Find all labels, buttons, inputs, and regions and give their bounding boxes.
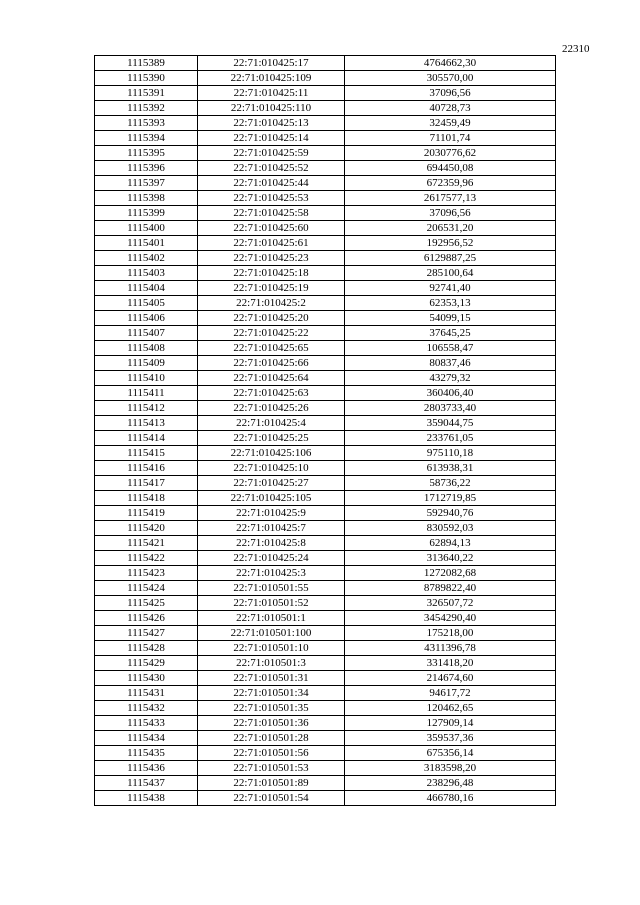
row-number-cell: 1115415 xyxy=(95,446,198,461)
cadastral-value-cell: 80837,46 xyxy=(345,356,556,371)
row-number-cell: 1115395 xyxy=(95,146,198,161)
row-number-cell: 1115397 xyxy=(95,176,198,191)
row-number-cell: 1115408 xyxy=(95,341,198,356)
cadastral-value-cell: 1272082,68 xyxy=(345,566,556,581)
cadastral-value-cell: 8789822,40 xyxy=(345,581,556,596)
cadastral-number-cell: 22:71:010501:55 xyxy=(198,581,345,596)
cadastral-value-cell: 1712719,85 xyxy=(345,491,556,506)
table-row xyxy=(95,536,556,551)
cadastral-value-cell: 238296,48 xyxy=(345,776,556,791)
table-row xyxy=(95,401,556,416)
table-row xyxy=(95,716,556,731)
page-number: 22310 xyxy=(562,43,590,55)
cadastral-number-cell: 22:71:010425:52 xyxy=(198,161,345,176)
table-row xyxy=(95,116,556,131)
cadastral-number-cell: 22:71:010425:105 xyxy=(198,491,345,506)
row-number-cell: 1115389 xyxy=(95,56,198,71)
row-number-cell: 1115432 xyxy=(95,701,198,716)
row-number-cell: 1115406 xyxy=(95,311,198,326)
row-number-cell: 1115419 xyxy=(95,506,198,521)
cadastral-value-cell: 830592,03 xyxy=(345,521,556,536)
cadastral-number-cell: 22:71:010425:25 xyxy=(198,431,345,446)
cadastral-value-cell: 613938,31 xyxy=(345,461,556,476)
row-number-cell: 1115420 xyxy=(95,521,198,536)
cadastral-number-cell: 22:71:010425:8 xyxy=(198,536,345,551)
row-number-cell: 1115398 xyxy=(95,191,198,206)
row-number-cell: 1115430 xyxy=(95,671,198,686)
row-number-cell: 1115438 xyxy=(95,791,198,806)
cadastral-number-cell: 22:71:010425:44 xyxy=(198,176,345,191)
cadastral-number-cell: 22:71:010425:18 xyxy=(198,266,345,281)
table-row xyxy=(95,761,556,776)
table-row xyxy=(95,581,556,596)
cadastral-number-cell: 22:71:010425:65 xyxy=(198,341,345,356)
cadastral-value-table xyxy=(94,55,556,806)
cadastral-value-cell: 975110,18 xyxy=(345,446,556,461)
cadastral-number-cell: 22:71:010425:13 xyxy=(198,116,345,131)
table-row xyxy=(95,326,556,341)
table-row xyxy=(95,611,556,626)
cadastral-value-cell: 305570,00 xyxy=(345,71,556,86)
table-row xyxy=(95,236,556,251)
table-row xyxy=(95,86,556,101)
table-row xyxy=(95,281,556,296)
cadastral-number-cell: 22:71:010425:10 xyxy=(198,461,345,476)
row-number-cell: 1115425 xyxy=(95,596,198,611)
table-row xyxy=(95,251,556,266)
cadastral-value-cell: 37645,25 xyxy=(345,326,556,341)
cadastral-value-cell: 54099,15 xyxy=(345,311,556,326)
cadastral-number-cell: 22:71:010425:9 xyxy=(198,506,345,521)
table-row xyxy=(95,101,556,116)
cadastral-value-cell: 32459,49 xyxy=(345,116,556,131)
table-row xyxy=(95,791,556,806)
cadastral-value-cell: 4311396,78 xyxy=(345,641,556,656)
table-row xyxy=(95,191,556,206)
cadastral-value-cell: 675356,14 xyxy=(345,746,556,761)
cadastral-number-cell: 22:71:010425:61 xyxy=(198,236,345,251)
table-row xyxy=(95,461,556,476)
row-number-cell: 1115391 xyxy=(95,86,198,101)
cadastral-number-cell: 22:71:010501:34 xyxy=(198,686,345,701)
table-row xyxy=(95,551,556,566)
row-number-cell: 1115436 xyxy=(95,761,198,776)
cadastral-value-cell: 43279,32 xyxy=(345,371,556,386)
table-row xyxy=(95,56,556,71)
cadastral-number-cell: 22:71:010501:36 xyxy=(198,716,345,731)
cadastral-number-cell: 22:71:010501:10 xyxy=(198,641,345,656)
cadastral-number-cell: 22:71:010425:11 xyxy=(198,86,345,101)
cadastral-number-cell: 22:71:010425:63 xyxy=(198,386,345,401)
cadastral-value-cell: 466780,16 xyxy=(345,791,556,806)
table-row xyxy=(95,71,556,86)
table-row xyxy=(95,491,556,506)
cadastral-value-cell: 285100,64 xyxy=(345,266,556,281)
table-row xyxy=(95,356,556,371)
cadastral-value-cell: 106558,47 xyxy=(345,341,556,356)
cadastral-value-cell: 37096,56 xyxy=(345,206,556,221)
cadastral-number-cell: 22:71:010425:53 xyxy=(198,191,345,206)
cadastral-value-cell: 2803733,40 xyxy=(345,401,556,416)
table-row xyxy=(95,176,556,191)
table-row xyxy=(95,701,556,716)
row-number-cell: 1115396 xyxy=(95,161,198,176)
cadastral-value-cell: 58736,22 xyxy=(345,476,556,491)
cadastral-value-cell: 37096,56 xyxy=(345,86,556,101)
cadastral-value-cell: 71101,74 xyxy=(345,131,556,146)
cadastral-number-cell: 22:71:010425:60 xyxy=(198,221,345,236)
table-row xyxy=(95,311,556,326)
cadastral-number-cell: 22:71:010501:3 xyxy=(198,656,345,671)
cadastral-number-cell: 22:71:010425:4 xyxy=(198,416,345,431)
cadastral-number-cell: 22:71:010425:2 xyxy=(198,296,345,311)
cadastral-number-cell: 22:71:010425:17 xyxy=(198,56,345,71)
row-number-cell: 1115409 xyxy=(95,356,198,371)
cadastral-value-cell: 2030776,62 xyxy=(345,146,556,161)
table-row xyxy=(95,656,556,671)
cadastral-number-cell: 22:71:010425:109 xyxy=(198,71,345,86)
row-number-cell: 1115400 xyxy=(95,221,198,236)
table-row xyxy=(95,431,556,446)
cadastral-number-cell: 22:71:010425:19 xyxy=(198,281,345,296)
cadastral-value-cell: 331418,20 xyxy=(345,656,556,671)
table-row xyxy=(95,731,556,746)
row-number-cell: 1115418 xyxy=(95,491,198,506)
cadastral-number-cell: 22:71:010425:23 xyxy=(198,251,345,266)
row-number-cell: 1115429 xyxy=(95,656,198,671)
cadastral-value-cell: 120462,65 xyxy=(345,701,556,716)
row-number-cell: 1115392 xyxy=(95,101,198,116)
table-row xyxy=(95,416,556,431)
table-row xyxy=(95,296,556,311)
cadastral-value-cell: 233761,05 xyxy=(345,431,556,446)
table-row xyxy=(95,596,556,611)
cadastral-value-cell: 40728,73 xyxy=(345,101,556,116)
cadastral-value-cell: 214674,60 xyxy=(345,671,556,686)
cadastral-number-cell: 22:71:010425:7 xyxy=(198,521,345,536)
table-row xyxy=(95,626,556,641)
cadastral-number-cell: 22:71:010501:54 xyxy=(198,791,345,806)
cadastral-value-cell: 4764662,30 xyxy=(345,56,556,71)
row-number-cell: 1115404 xyxy=(95,281,198,296)
cadastral-number-cell: 22:71:010501:31 xyxy=(198,671,345,686)
row-number-cell: 1115412 xyxy=(95,401,198,416)
table-row xyxy=(95,686,556,701)
row-number-cell: 1115431 xyxy=(95,686,198,701)
row-number-cell: 1115405 xyxy=(95,296,198,311)
table-row xyxy=(95,386,556,401)
cadastral-number-cell: 22:71:010501:28 xyxy=(198,731,345,746)
row-number-cell: 1115428 xyxy=(95,641,198,656)
cadastral-value-cell: 592940,76 xyxy=(345,506,556,521)
cadastral-value-cell: 192956,52 xyxy=(345,236,556,251)
cadastral-value-cell: 3183598,20 xyxy=(345,761,556,776)
table-row xyxy=(95,776,556,791)
cadastral-number-cell: 22:71:010501:56 xyxy=(198,746,345,761)
cadastral-number-cell: 22:71:010425:27 xyxy=(198,476,345,491)
row-number-cell: 1115407 xyxy=(95,326,198,341)
table-row xyxy=(95,746,556,761)
cadastral-value-cell: 313640,22 xyxy=(345,551,556,566)
cadastral-number-cell: 22:71:010425:59 xyxy=(198,146,345,161)
cadastral-number-cell: 22:71:010425:3 xyxy=(198,566,345,581)
row-number-cell: 1115423 xyxy=(95,566,198,581)
cadastral-value-cell: 6129887,25 xyxy=(345,251,556,266)
cadastral-number-cell: 22:71:010425:20 xyxy=(198,311,345,326)
row-number-cell: 1115435 xyxy=(95,746,198,761)
row-number-cell: 1115433 xyxy=(95,716,198,731)
cadastral-value-cell: 672359,96 xyxy=(345,176,556,191)
table-row xyxy=(95,641,556,656)
row-number-cell: 1115390 xyxy=(95,71,198,86)
table-row xyxy=(95,566,556,581)
row-number-cell: 1115401 xyxy=(95,236,198,251)
cadastral-value-cell: 92741,40 xyxy=(345,281,556,296)
cadastral-number-cell: 22:71:010501:100 xyxy=(198,626,345,641)
table-row xyxy=(95,521,556,536)
cadastral-value-cell: 359044,75 xyxy=(345,416,556,431)
cadastral-number-cell: 22:71:010425:106 xyxy=(198,446,345,461)
cadastral-value-cell: 2617577,13 xyxy=(345,191,556,206)
cadastral-number-cell: 22:71:010425:22 xyxy=(198,326,345,341)
cadastral-value-cell: 94617,72 xyxy=(345,686,556,701)
cadastral-value-cell: 206531,20 xyxy=(345,221,556,236)
cadastral-number-cell: 22:71:010501:89 xyxy=(198,776,345,791)
cadastral-value-cell: 127909,14 xyxy=(345,716,556,731)
table-row xyxy=(95,341,556,356)
row-number-cell: 1115417 xyxy=(95,476,198,491)
row-number-cell: 1115416 xyxy=(95,461,198,476)
row-number-cell: 1115434 xyxy=(95,731,198,746)
cadastral-number-cell: 22:71:010425:26 xyxy=(198,401,345,416)
cadastral-number-cell: 22:71:010501:35 xyxy=(198,701,345,716)
table-row xyxy=(95,671,556,686)
cadastral-value-cell: 175218,00 xyxy=(345,626,556,641)
cadastral-value-cell: 360406,40 xyxy=(345,386,556,401)
table-row xyxy=(95,506,556,521)
row-number-cell: 1115410 xyxy=(95,371,198,386)
row-number-cell: 1115413 xyxy=(95,416,198,431)
cadastral-number-cell: 22:71:010425:24 xyxy=(198,551,345,566)
row-number-cell: 1115403 xyxy=(95,266,198,281)
table-row xyxy=(95,266,556,281)
table-row xyxy=(95,146,556,161)
table-row xyxy=(95,476,556,491)
row-number-cell: 1115427 xyxy=(95,626,198,641)
cadastral-value-cell: 3454290,40 xyxy=(345,611,556,626)
row-number-cell: 1115411 xyxy=(95,386,198,401)
row-number-cell: 1115426 xyxy=(95,611,198,626)
cadastral-number-cell: 22:71:010501:53 xyxy=(198,761,345,776)
cadastral-number-cell: 22:71:010425:110 xyxy=(198,101,345,116)
cadastral-value-cell: 62894,13 xyxy=(345,536,556,551)
row-number-cell: 1115437 xyxy=(95,776,198,791)
table-row xyxy=(95,131,556,146)
cadastral-value-cell: 62353,13 xyxy=(345,296,556,311)
row-number-cell: 1115414 xyxy=(95,431,198,446)
row-number-cell: 1115421 xyxy=(95,536,198,551)
cadastral-number-cell: 22:71:010425:64 xyxy=(198,371,345,386)
table-row xyxy=(95,161,556,176)
cadastral-value-cell: 326507,72 xyxy=(345,596,556,611)
cadastral-number-cell: 22:71:010501:1 xyxy=(198,611,345,626)
row-number-cell: 1115422 xyxy=(95,551,198,566)
cadastral-value-cell: 359537,36 xyxy=(345,731,556,746)
table-row xyxy=(95,371,556,386)
row-number-cell: 1115399 xyxy=(95,206,198,221)
cadastral-number-cell: 22:71:010501:52 xyxy=(198,596,345,611)
row-number-cell: 1115424 xyxy=(95,581,198,596)
table-body xyxy=(95,56,556,806)
cadastral-number-cell: 22:71:010425:58 xyxy=(198,206,345,221)
table-row xyxy=(95,221,556,236)
cadastral-number-cell: 22:71:010425:66 xyxy=(198,356,345,371)
cadastral-value-cell: 694450,08 xyxy=(345,161,556,176)
row-number-cell: 1115394 xyxy=(95,131,198,146)
table-row xyxy=(95,446,556,461)
row-number-cell: 1115393 xyxy=(95,116,198,131)
row-number-cell: 1115402 xyxy=(95,251,198,266)
cadastral-number-cell: 22:71:010425:14 xyxy=(198,131,345,146)
table-row xyxy=(95,206,556,221)
